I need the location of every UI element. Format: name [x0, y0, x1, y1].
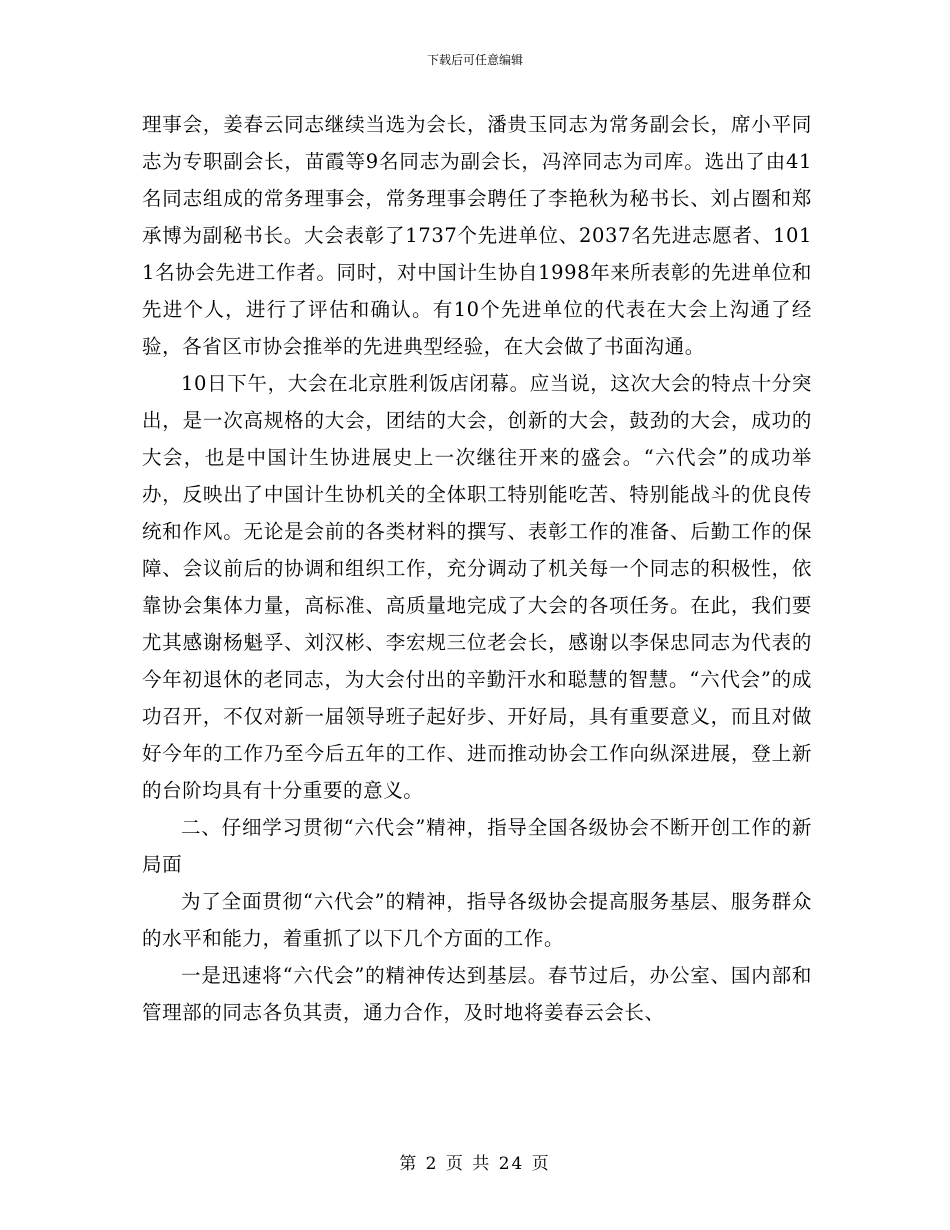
paragraph-3: 为了全面贯彻“六代会”的精神，指导各级协会提高服务基层、服务群众的水平和能力，着重抓了以下几个方面的工作。 — [142, 890, 812, 950]
page-header: 下载后可任意编辑 — [426, 53, 523, 67]
paragraph-4: 一是迅速将“六代会”的精神传达到基层。春节过后，办公室、国内部和管理部的同志各负其责，通力合作，及时地将姜春云会长、 — [142, 964, 812, 1024]
page-number-footer: 第 2 页 共 24 页 — [399, 1154, 551, 1174]
paragraph-2: 10日下午，大会在北京胜利饭店闭幕。应当说，这次大会的特点十分突出，是一次高规格的大会，团结的大会，创新的大会，鼓劲的大会，成功的大会，也是中国计生协进展史上一次继往开来的盛会。“六代会”的成功举办，反映出了中国计生协机关的全体职工特别能吃苦、特别能战斗的优良传统和作风。无论是会前的各类材料的撰写、表彰工作的准备、后勤工作的保障、会议前后的协调和组织工作，充分调动了机关每一个同志的积极性，依靠协会集体力量，高标准、高质量地完成了大会的各项任务。在此，我们要尤其感谢杨魁孚、刘汉彬、李宏规三位老会长，感谢以李保忠同志为代表的今年初退休的老同志，为大会付出的辛勤汗水和聪慧的智慧。“六代会”的成功召开，不仅对新一届领导班子起好步、开好局，具有重要意义，而且对做好今年的工作乃至今后五年的工作、进而推动协会工作向纵深进展，登上新的台阶均具有十分重要的意义。 — [142, 372, 812, 802]
section-heading: 二、仔细学习贯彻“六代会”精神，指导全国各级协会不断开创工作的新局面 — [142, 816, 812, 876]
paragraph-1: 理事会，姜春云同志继续当选为会长，潘贵玉同志为常务副会长，席小平同志为专职副会长，苗霞等9名同志为副会长，冯淬同志为司库。选出了由41名同志组成的常务理事会，常务理事会聘任了李艳秋为秘书长、刘占圈和郑承博为副秘书长。大会表彰了1737个先进单位、2037名先进志愿者、1011名协会先进工作者。同时，对中国计生协自1998年来所表彰的先进单位和先进个人，进行了评估和确认。有10个先进单位的代表在大会上沟通了经验，各省区市协会推举的先进典型经验，在大会做了书面沟通。 — [142, 113, 812, 358]
document-body — [142, 106, 812, 1031]
